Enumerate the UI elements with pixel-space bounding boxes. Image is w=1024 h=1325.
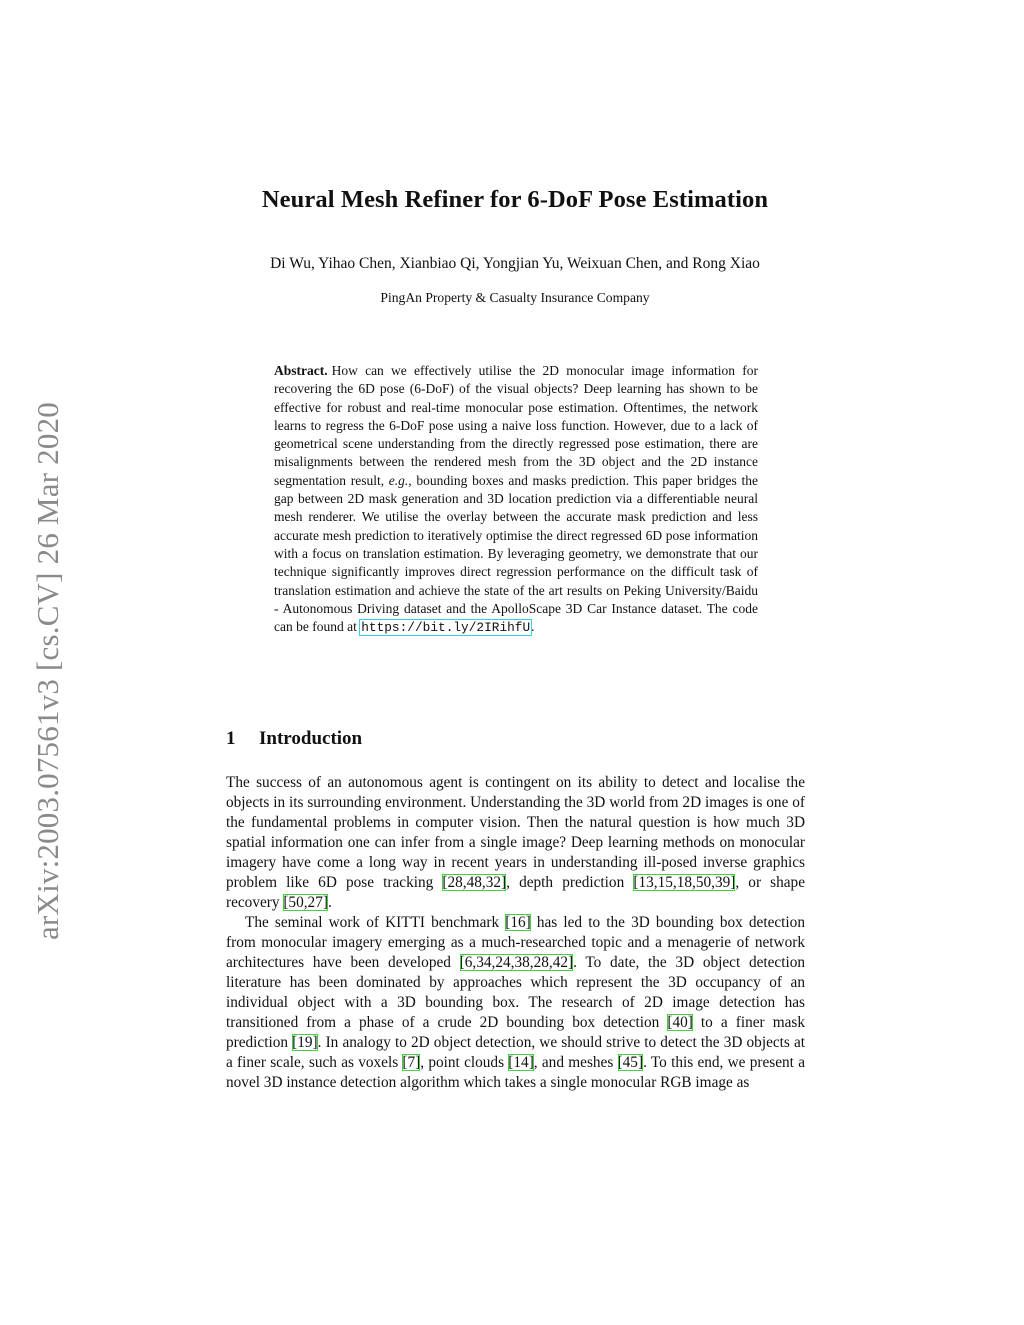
section-title: Introduction xyxy=(259,728,363,749)
abstract-text-part2: , bounding boxes and masks prediction. This paper bridges the gap between 2D mask generation and 3D location prediction via a differentiable neural mesh renderer. We utilise the overlay between the accurate mask prediction and less accurate mesh prediction to iteratively optimise the direct regressed 6D pose information with a focus on translation estimation. By leveraging geometry, we demonstrate that our technique significantly improves direct regression performance on the difficult task of translation estimation and achieve the state of the art results on Peking University/Baidu - Autonomous Driving dataset and the ApolloScape 3D Car Instance dataset. The code can be found at xyxy=(274,472,758,635)
paragraph-text: to a finer mask prediction xyxy=(226,1014,805,1051)
paragraph-text: The seminal work of KITTI benchmark xyxy=(245,914,506,931)
citation-link[interactable]: [40] xyxy=(667,1014,693,1031)
arxiv-identifier-stamp: arXiv:2003.07561v3 [cs.CV] 26 Mar 2020 xyxy=(30,402,65,940)
citation-link[interactable]: [16] xyxy=(505,914,531,931)
citation-link[interactable]: [19] xyxy=(292,1034,318,1051)
abstract-eg: e.g. xyxy=(388,472,409,488)
citation-link[interactable]: [14] xyxy=(508,1054,534,1071)
author-list: Di Wu, Yihao Chen, Xianbiao Qi, Yongjian Yu, Weixuan Chen, and Rong Xiao xyxy=(270,255,760,272)
paragraph-text: , point clouds xyxy=(420,1054,509,1071)
abstract-text-part1: How can we effectively utilise the 2D monocular image information for recovering the 6D pose (6-DoF) of the visual objects? Deep learning has shown to be effective for robust and real-time monocular pose estimation. Oftentimes, the network learns to regress the 6-DoF pose using a naive loss function. However, due to a lack of geometrical scene understanding from the directly regressed pose estimation, there are misalignments between the rendered mesh from the 3D object and the 2D instance segmentation result, xyxy=(274,363,758,488)
paragraph-text: has led to the 3D bounding box detection from monocular imagery emerging as a much-researched topic and a menagerie of network architectures have been developed xyxy=(226,914,805,971)
paragraph-text: , and meshes xyxy=(533,1054,618,1071)
citation-link[interactable]: [28,48,32] xyxy=(442,874,507,891)
section-number: 1 xyxy=(226,728,236,749)
affiliation: PingAn Property & Casualty Insurance Company xyxy=(380,290,650,305)
paragraph-2 xyxy=(226,913,805,1093)
abstract xyxy=(274,362,758,637)
citation-link[interactable]: [45] xyxy=(617,1054,644,1071)
abstract-end: . xyxy=(531,619,535,635)
paragraph-text: . To date, the 3D object detection literature has been dominated by approaches which represent the 3D occupancy of an individual object with a 3D bounding box. The research of 2D image detection has transitioned from a phase of a crude 2D bounding box detection xyxy=(226,954,806,1031)
paragraph-text: The success of an autonomous agent is contingent on its ability to detect and localise the objects in its surrounding environment. Understanding the 3D world from 2D images is one of the fundamental problems in computer vision. Then the natural question is how much 3D spatial information one can infer from a single image? Deep learning methods on monocular imagery have come a long way in recent years in understanding ill-posed inverse graphics problem like 6D pose tracking xyxy=(226,774,805,891)
citation-link[interactable]: [7] xyxy=(402,1054,421,1071)
abstract-label: Abstract. xyxy=(274,363,328,378)
paragraph-text: . xyxy=(327,894,332,911)
paragraph-text: , depth prediction xyxy=(506,874,634,891)
paragraph-text: . To this end, we present a novel 3D instance detection algorithm which takes a single monocular RGB image as xyxy=(226,1054,805,1091)
code-link[interactable]: https://bit.ly/2IRihfU xyxy=(361,620,531,636)
citation-link[interactable]: [6,34,24,38,28,42] xyxy=(459,954,574,971)
introduction-body xyxy=(226,773,805,1093)
citation-link[interactable]: [13,15,18,50,39] xyxy=(633,874,736,891)
citation-link[interactable]: [50,27] xyxy=(283,894,328,911)
paragraph-text: . In analogy to 2D object detection, we should strive to detect the 3D objects at a finer scale, such as voxels xyxy=(226,1034,806,1071)
paragraph-text: , or shape recovery xyxy=(226,874,805,911)
paragraph-1 xyxy=(226,773,805,913)
section-heading-introduction xyxy=(226,728,806,750)
paper-title: Neural Mesh Refiner for 6-DoF Pose Estimation xyxy=(261,186,769,213)
